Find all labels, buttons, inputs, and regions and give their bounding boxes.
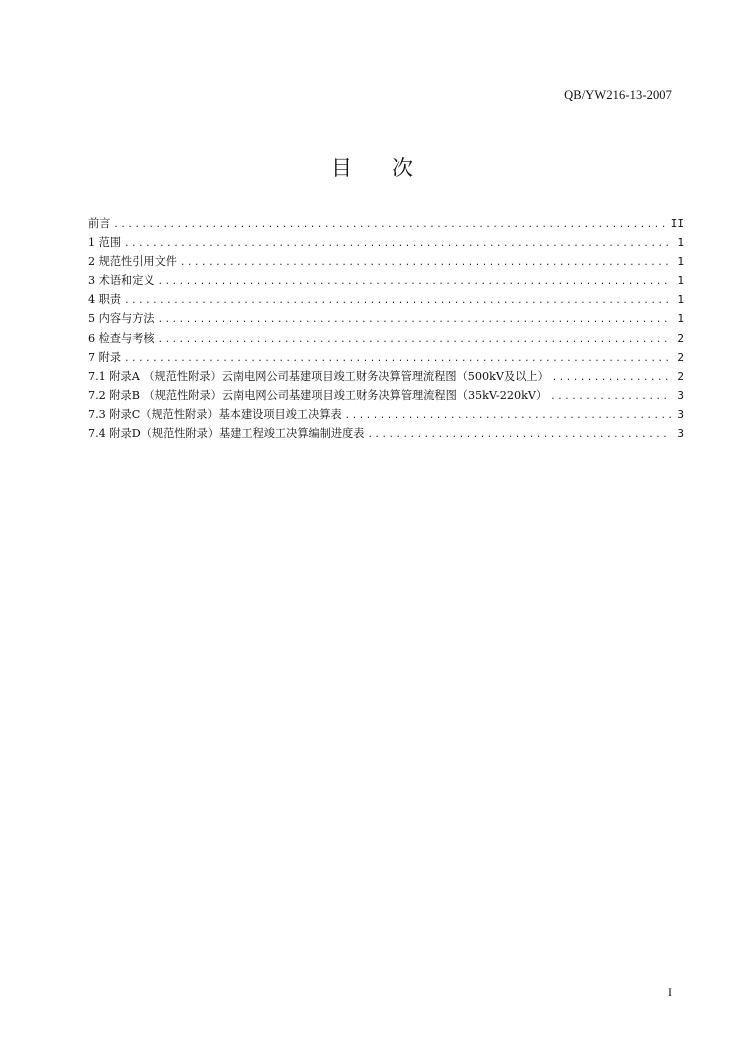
toc-entry-content-methods[interactable] bbox=[88, 310, 684, 329]
toc-entry-page: 3 bbox=[677, 427, 684, 441]
page-title: 目次 bbox=[331, 156, 453, 180]
dot-leader bbox=[124, 296, 671, 306]
toc-entry-page: II bbox=[670, 217, 684, 230]
toc-entry-page: 2 bbox=[677, 369, 684, 383]
toc-entry-appendix-d[interactable] bbox=[88, 425, 684, 444]
dot-leader bbox=[113, 220, 667, 230]
toc-entry-label: 6 检查与考核 bbox=[88, 331, 155, 345]
toc-entry-appendix-c[interactable] bbox=[88, 406, 684, 425]
toc-entry-label: 2 规范性引用文件 bbox=[88, 255, 177, 269]
toc-entry-page: 2 bbox=[677, 350, 684, 364]
page-number: I bbox=[668, 985, 672, 999]
toc-entry-appendix-b[interactable] bbox=[88, 387, 684, 406]
toc-entry-appendix-a[interactable] bbox=[88, 368, 684, 387]
table-of-contents bbox=[88, 215, 684, 444]
toc-entry-label: 7.4 附录D（规范性附录）基建工程竣工决算编制进度表 bbox=[88, 427, 365, 441]
document-code: QB/YW216-13-2007 bbox=[564, 88, 672, 102]
toc-entry-terms[interactable] bbox=[88, 272, 684, 291]
dot-leader bbox=[180, 258, 671, 268]
dot-leader bbox=[124, 239, 671, 249]
toc-entry-page: 1 bbox=[677, 255, 684, 269]
toc-entry-responsibilities[interactable] bbox=[88, 291, 684, 310]
toc-entry-foreword[interactable] bbox=[88, 215, 684, 234]
toc-entry-page: 2 bbox=[677, 331, 684, 345]
dot-leader bbox=[158, 277, 671, 287]
toc-entry-page: 1 bbox=[677, 274, 684, 288]
toc-entry-label: 3 术语和定义 bbox=[88, 274, 155, 288]
toc-entry-label: 7.2 附录B （规范性附录）云南电网公司基建项目竣工财务决算管理流程图（35kV-220kV） bbox=[88, 388, 548, 402]
toc-entry-appendix[interactable] bbox=[88, 349, 684, 368]
dot-leader bbox=[367, 430, 671, 440]
toc-entry-label: 7.1 附录A （规范性附录）云南电网公司基建项目竣工财务决算管理流程图（500kV及以上） bbox=[88, 369, 549, 383]
dot-leader bbox=[158, 315, 671, 325]
toc-entry-page: 1 bbox=[677, 312, 684, 326]
toc-entry-label: 4 职责 bbox=[88, 293, 122, 307]
dot-leader bbox=[552, 373, 671, 383]
toc-entry-page: 1 bbox=[677, 293, 684, 307]
toc-entry-inspection[interactable] bbox=[88, 330, 684, 349]
dot-leader bbox=[124, 354, 671, 364]
dot-leader bbox=[158, 335, 671, 345]
toc-entry-page: 3 bbox=[677, 407, 684, 421]
toc-entry-label: 5 内容与方法 bbox=[88, 312, 155, 326]
toc-entry-label: 1 范围 bbox=[88, 236, 122, 250]
toc-entry-label: 7.3 附录C（规范性附录）基本建设项目竣工决算表 bbox=[88, 407, 342, 421]
toc-entry-label: 7 附录 bbox=[88, 350, 122, 364]
dot-leader bbox=[345, 411, 671, 421]
toc-entry-page: 1 bbox=[677, 236, 684, 250]
dot-leader bbox=[550, 392, 671, 402]
toc-entry-page: 3 bbox=[677, 388, 684, 402]
toc-entry-normative-references[interactable] bbox=[88, 253, 684, 272]
toc-entry-label: 前言 bbox=[88, 217, 111, 230]
toc-entry-scope[interactable] bbox=[88, 234, 684, 253]
